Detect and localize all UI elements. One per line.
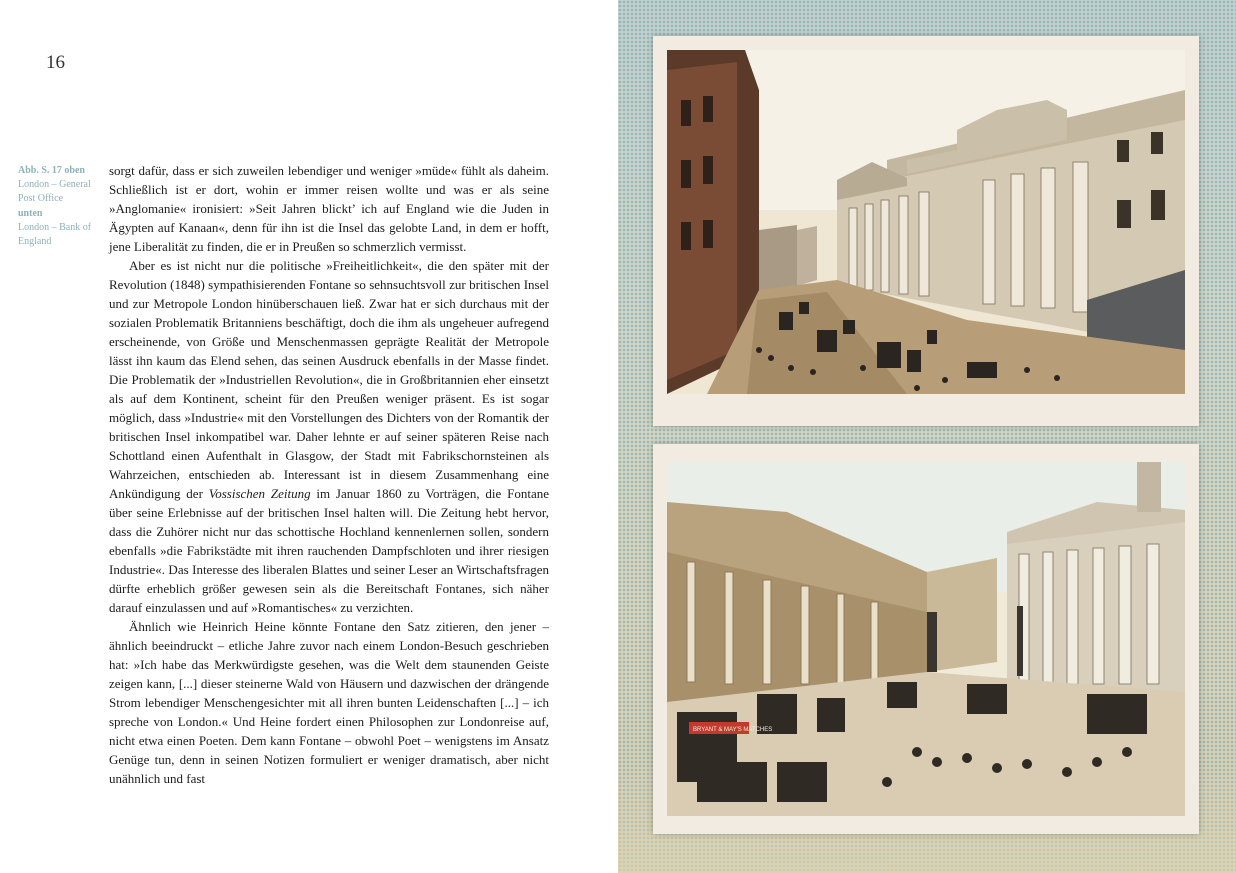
caption-top-image: London – General Post Office bbox=[18, 179, 91, 205]
general-post-office-illustration bbox=[667, 50, 1185, 394]
photo-general-post-office bbox=[667, 50, 1185, 394]
paragraph-1: sorgt dafür, dass er sich zuweilen lebendiger und weniger »müde« fühlt als daheim. Schließlich ist er dort, wohin er immer reisen wollte und was er als seine »Anglomanie« ironisiert: »Seit Jahren blickt’ ich auf England wie die Juden in Ägypten auf Kanaan«, denn für ihn ist die Insel das gelobte Land, in dem er hofft, jene Liberalität zu finden, die er in Preußen so schmerzlich vermisst. bbox=[109, 163, 549, 254]
caption-bottom-image: London – Bank of England bbox=[18, 221, 92, 248]
newspaper-title: Vossischen Zeitung bbox=[208, 486, 311, 501]
paragraph-2-part-2: im Januar 1860 zu Vorträgen, die Fontane über seine Erlebnisse auf der britischen Insel halten will. Die Zeitung hebt hervor, dass die Zuhörer nicht nur das schottische Hochland kennenlernen sollen, sondern ebenfalls »die Fabrikstädte mit ihren rauchenden Dampfschloten und ihrer riesigen Industrie«. Das Interesse des liberalen Blattes und seiner Leser an Wirtschaftsfragen dürfte erheblich größer gewesen sein als die Bereitschaft Fontanes, sich näher darauf einzulassen und auf »Romantisches« zu verzichten. bbox=[109, 486, 549, 615]
caption-bottom-label: unten bbox=[18, 207, 43, 219]
body-text bbox=[109, 161, 549, 788]
caption-reference: Abb. S. 17 oben bbox=[18, 165, 85, 176]
bryant-may-sign-text: BRYANT & MAY'S MATCHES bbox=[693, 727, 773, 733]
paragraph-3: Ähnlich wie Heinrich Heine könnte Fontane den Satz zitieren, den jener – ähnlich beeindruckt – etliche Jahre zuvor nach einem London-Besuch geschrieben hat: »Ich habe das Merkwürdigste gesehen, was die Welt dem staunenden Geiste zeigen kann, [...] dieser steinerne Wald von Häusern und dazwischen der drängende Strom lebendiger Menschengesichter mit all ihren bunten Leidenschaften [...] – ich spreche von London.« Und Heine fordert einen Philosophen zur Londonreise auf, nicht etwa einen Poeten. Dem kann Fontane – obwohl Poet – wenigstens im Ansatz Genüge tun, denn in seinen Notizen formuliert er weniger dramatisch, aber nicht unähnlich und fast bbox=[109, 619, 549, 786]
postcard-general-post-office bbox=[653, 36, 1199, 426]
paragraph-2 bbox=[109, 256, 549, 617]
right-page bbox=[618, 0, 1236, 873]
page-number: 16 bbox=[46, 52, 65, 73]
photo-bank-of-england bbox=[667, 462, 1185, 816]
bank-of-england-illustration bbox=[667, 462, 1185, 816]
figure-caption bbox=[18, 164, 108, 249]
postcard-bank-of-england bbox=[653, 444, 1199, 834]
paragraph-2-part-1: Aber es ist nicht nur die politische »Freiheitlichkeit«, die den später mit der Revolution (1848) sympathisierenden Fontane so sehnsuchtsvoll zur britischen Insel und zur Metropole London hinüberschauen ließ. Zwar hat er sich durchaus mit der sozialen Problematik Britanniens beschäftigt, doch die ihm als ungeheuer aufregend erscheinende, von Größe und Menschenmassen geprägte Realität der Metropole lässt ihn kaum das Elend sehen, das seinen Ausdruck ebenfalls in der Masse findet. Die Problematik der »Industriellen Revolution«, die in Großbritannien eher einsetzt als auf dem Kontinent, scheint für den Preußen weniger präsent. Es ist sogar möglich, dass »Industrie« mit den Vorstellungen des Dichters von der Romantik der britischen Insel inkompatibel war. Daher lehnte er auf seiner späteren Reise nach Schottland einen Aufenthalt in Glasgow, der Stadt mit Fabrikschornsteinen als Wahrzeichen, entschieden ab. Interessant ist in diesem Zusammenhang eine Ankündigung der bbox=[109, 258, 549, 501]
